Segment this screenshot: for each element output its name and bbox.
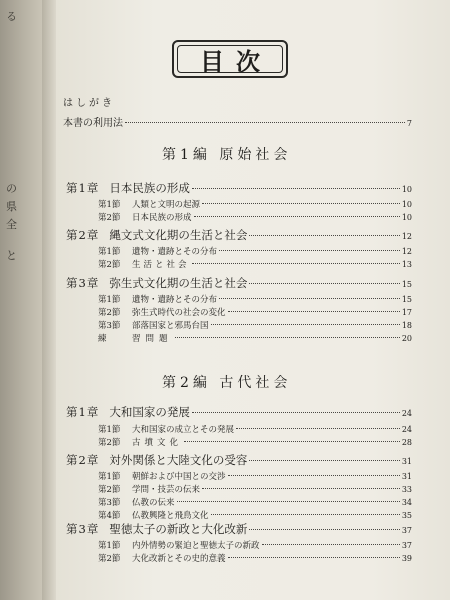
- section-title: 仏教興隆と飛鳥文化: [132, 511, 209, 521]
- section-title: 遺物・遺跡とその分布: [132, 295, 218, 305]
- page-number: 10: [401, 200, 412, 209]
- toc-section[interactable]: [98, 539, 412, 551]
- entry-label: はしがき: [63, 98, 115, 109]
- section-number: 練: [98, 334, 107, 344]
- toc-section[interactable]: [98, 496, 412, 508]
- dot-leader: [236, 428, 400, 429]
- section-number: 第1節: [98, 295, 121, 305]
- toc-chapter[interactable]: [66, 404, 412, 420]
- page-number: 24: [401, 409, 412, 418]
- section-title: 弥生式時代の社会の変化: [132, 308, 226, 318]
- toc-chapter[interactable]: [66, 180, 412, 196]
- entry-label: 本書の利用法: [63, 118, 123, 129]
- page-number: 20: [401, 334, 412, 343]
- toc-chapter[interactable]: [66, 227, 412, 243]
- section-number: 第1節: [98, 200, 121, 210]
- dot-leader: [228, 557, 400, 558]
- toc-chapter[interactable]: [66, 521, 412, 537]
- page-number: 31: [401, 472, 412, 481]
- chapter-number: 第3章: [66, 522, 100, 536]
- dot-leader: [211, 324, 400, 325]
- dot-leader: [175, 337, 400, 338]
- toc-section[interactable]: [98, 332, 412, 344]
- chapter-number: 第3章: [66, 276, 100, 290]
- toc-section[interactable]: [98, 245, 412, 257]
- section-number: 第2節: [98, 260, 121, 270]
- toc-section[interactable]: [98, 198, 412, 210]
- page-number: 37: [401, 541, 412, 550]
- dot-leader: [228, 311, 400, 312]
- toc-section[interactable]: [98, 483, 412, 495]
- left-page-fragment: と: [6, 249, 17, 262]
- left-page-fragment: 全: [6, 218, 17, 231]
- page-number: 15: [401, 280, 412, 289]
- section-title: 生活と社会: [132, 260, 190, 270]
- dot-leader: [249, 235, 399, 236]
- part-heading: 第1編 原始社会: [162, 147, 292, 163]
- part-heading: 第2編 古代社会: [162, 375, 292, 391]
- section-title: 日本民族の形成: [132, 213, 192, 223]
- page-number: 13: [401, 260, 412, 269]
- chapter-title: 日本民族の形成: [109, 181, 190, 195]
- toc-section[interactable]: [98, 509, 412, 521]
- dot-leader: [228, 475, 400, 476]
- chapter-title: 対外関係と大陸文化の受容: [109, 453, 248, 467]
- toc-section[interactable]: [98, 436, 412, 448]
- toc-section[interactable]: [98, 211, 412, 223]
- dot-leader: [192, 263, 400, 264]
- section-number: 第1節: [98, 425, 121, 435]
- toc-section[interactable]: [98, 306, 412, 318]
- page-number: 24: [401, 425, 412, 434]
- chapter-title: 弥生式文化期の生活と社会: [109, 276, 248, 290]
- toc-entry-how-to-use[interactable]: [63, 114, 412, 129]
- section-title: 部落国家と邪馬台国: [132, 321, 209, 331]
- toc-chapter[interactable]: [66, 452, 412, 468]
- page-number: 10: [401, 213, 412, 222]
- section-title: 古墳文化: [132, 438, 183, 448]
- dot-leader: [192, 412, 400, 413]
- section-number: 第1節: [98, 247, 121, 257]
- page-number: 28: [401, 438, 412, 447]
- page-number: 34: [401, 498, 412, 507]
- section-number: 第2節: [98, 438, 121, 448]
- chapter-title: 縄文式文化期の生活と社会: [109, 228, 248, 242]
- section-title: 朝鮮および中国との交渉: [132, 472, 226, 482]
- chapter-title: 聖徳太子の新政と大化改新: [109, 522, 248, 536]
- section-title: 内外情勢の緊迫と聖徳太子の新政: [132, 541, 260, 551]
- section-number: 第1節: [98, 541, 121, 551]
- toc-section[interactable]: [98, 470, 412, 482]
- dot-leader: [211, 514, 400, 515]
- dot-leader: [219, 250, 400, 251]
- dot-leader: [249, 283, 399, 284]
- toc-section[interactable]: [98, 293, 412, 305]
- dot-leader: [192, 188, 400, 189]
- section-title: 大化改新とその史的意義: [132, 554, 226, 564]
- dot-leader: [125, 122, 405, 123]
- page-number: 17: [401, 308, 412, 317]
- dot-leader: [249, 460, 399, 461]
- page-number: 15: [401, 295, 412, 304]
- left-page-fragment: る: [6, 10, 17, 23]
- toc-section[interactable]: [98, 552, 412, 564]
- dot-leader: [262, 544, 400, 545]
- section-number: 第2節: [98, 213, 121, 223]
- page-number: 18: [401, 321, 412, 330]
- section-title: 習問題: [132, 334, 173, 344]
- section-number: 第3節: [98, 321, 121, 331]
- page-number: 12: [401, 232, 412, 241]
- chapter-number: 第1章: [66, 181, 100, 195]
- section-number: 第3節: [98, 498, 121, 508]
- toc-section[interactable]: [98, 258, 412, 270]
- dot-leader: [202, 488, 400, 489]
- chapter-number: 第2章: [66, 453, 100, 467]
- dot-leader: [184, 441, 400, 442]
- section-title: 人類と文明の起源: [132, 200, 201, 210]
- section-number: 第2節: [98, 554, 121, 564]
- page-title: 目次: [200, 46, 272, 76]
- chapter-number: 第1章: [66, 405, 100, 419]
- toc-title-frame: [172, 40, 288, 78]
- toc-section[interactable]: [98, 423, 412, 435]
- section-number: 第1節: [98, 472, 121, 482]
- dot-leader: [202, 203, 400, 204]
- page-number: 39: [401, 554, 412, 563]
- dot-leader: [249, 529, 399, 530]
- section-number: 第2節: [98, 308, 121, 318]
- toc-entry-preface[interactable]: [63, 94, 412, 109]
- left-page-fragment: の: [6, 182, 17, 195]
- left-page-fragment: 県: [6, 200, 17, 213]
- section-number: 第4節: [98, 511, 121, 521]
- section-title: 学問・技芸の伝来: [132, 485, 201, 495]
- page-number: 10: [401, 185, 412, 194]
- dot-leader: [177, 501, 400, 502]
- page-number: 37: [401, 526, 412, 535]
- chapter-title: 大和国家の発展: [109, 405, 190, 419]
- section-title: 大和国家の成立とその発展: [132, 425, 235, 435]
- dot-leader: [219, 298, 400, 299]
- chapter-number: 第2章: [66, 228, 100, 242]
- page-number: 7: [406, 119, 412, 128]
- left-page-edge: [0, 0, 46, 600]
- section-title: 遺物・遺跡とその分布: [132, 247, 218, 257]
- page-number: 33: [401, 485, 412, 494]
- toc-section[interactable]: [98, 319, 412, 331]
- page-number: 31: [401, 457, 412, 466]
- toc-chapter[interactable]: [66, 275, 412, 291]
- section-title: 仏教の伝来: [132, 498, 175, 508]
- section-number: 第2節: [98, 485, 121, 495]
- dot-leader: [194, 216, 400, 217]
- page-number: 12: [401, 247, 412, 256]
- page-number: 35: [401, 511, 412, 520]
